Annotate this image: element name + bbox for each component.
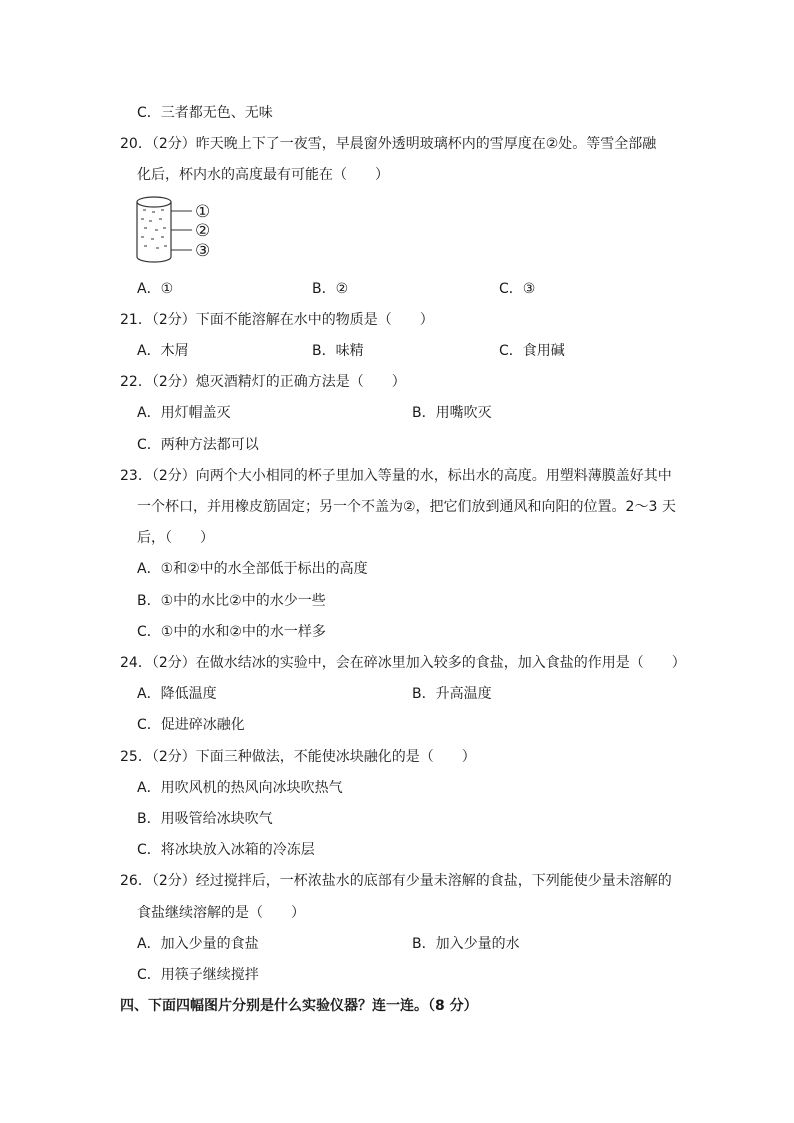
q23-option-a: A．①和②中的水全部低于标出的高度	[137, 561, 368, 577]
q22-option-c: C．两种方法都可以	[137, 437, 259, 453]
q24-option-b: B．升高温度	[412, 686, 492, 702]
q25-option-c: C．将冰块放入冰箱的冷冻层	[137, 842, 315, 858]
q20-figure-label-2: ②	[195, 221, 211, 241]
q25-option-b: B．用吸管给冰块吹气	[137, 811, 273, 827]
q23-stem-line2: 一个杯口，并用橡皮筋固定；另一个不盖为②，把它们放到通风和向阳的位置。2～3 天	[137, 499, 676, 515]
q23-stem-line1: 23．（2分）向两个大小相同的杯子里加入等量的水，标出水的高度。用塑料薄膜盖好其中	[120, 468, 672, 484]
q24-stem: 24．（2分）在做水结冰的实验中，会在碎冰里加入较多的食盐，加入食盐的作用是（ ）	[120, 655, 686, 671]
q26-stem-line1: 26．（2分）经过搅拌后，一杯浓盐水的底部有少量未溶解的食盐，下列能使少量未溶解的	[120, 873, 672, 889]
q26-option-c: C．用筷子继续搅拌	[137, 967, 259, 983]
q24-option-a: A．降低温度	[137, 686, 217, 702]
q23-option-c: C．①中的水和②中的水一样多	[137, 624, 326, 640]
q21-stem: 21．（2分）下面不能溶解在水中的物质是（ ）	[120, 312, 434, 328]
q22-stem: 22．（2分）熄灭酒精灯的正确方法是（ ）	[120, 374, 406, 390]
q25-stem: 25．（2分）下面三种做法，不能使冰块融化的是（ ）	[120, 749, 476, 765]
q20-figure-label-1: ①	[195, 202, 211, 222]
q20-cup-figure	[130, 193, 230, 267]
q20-stem-line1: 20．（2分）昨天晚上下了一夜雪，早晨窗外透明玻璃杯内的雪厚度在②处。等雪全部融	[120, 136, 657, 152]
q24-option-c: C．促进碎冰融化	[137, 717, 245, 733]
q25-option-a: A．用吹风机的热风向冰块吹热气	[137, 780, 343, 796]
q26-option-b: B．加入少量的水	[412, 936, 520, 952]
q21-option-c: C．食用碱	[499, 343, 565, 359]
q20-option-b: B．②	[312, 281, 349, 297]
q22-option-a: A．用灯帽盖灭	[137, 405, 231, 421]
q20-option-a: A．①	[137, 281, 174, 297]
q21-option-a: A．木屑	[137, 343, 189, 359]
q20-figure-label-3: ③	[195, 241, 211, 261]
q26-stem-line2: 食盐继续溶解的是（ ）	[137, 905, 305, 921]
q26-option-a: A．加入少量的食盐	[137, 936, 259, 952]
q22-option-b: B．用嘴吹灭	[412, 405, 492, 421]
q20-stem-line2: 化后，杯内水的高度最有可能在（ ）	[137, 167, 389, 183]
section-4-title: 四、下面四幅图片分别是什么实验仪器？连一连。（8 分）	[120, 998, 478, 1014]
q20-option-c: C．③	[499, 281, 536, 297]
q19-option-c: C．三者都无色、无味	[137, 105, 273, 121]
q23-option-b: B．①中的水比②中的水少一些	[137, 593, 326, 609]
q21-option-b: B．味精	[312, 343, 364, 359]
q23-stem-line3: 后，（ ）	[137, 530, 214, 546]
